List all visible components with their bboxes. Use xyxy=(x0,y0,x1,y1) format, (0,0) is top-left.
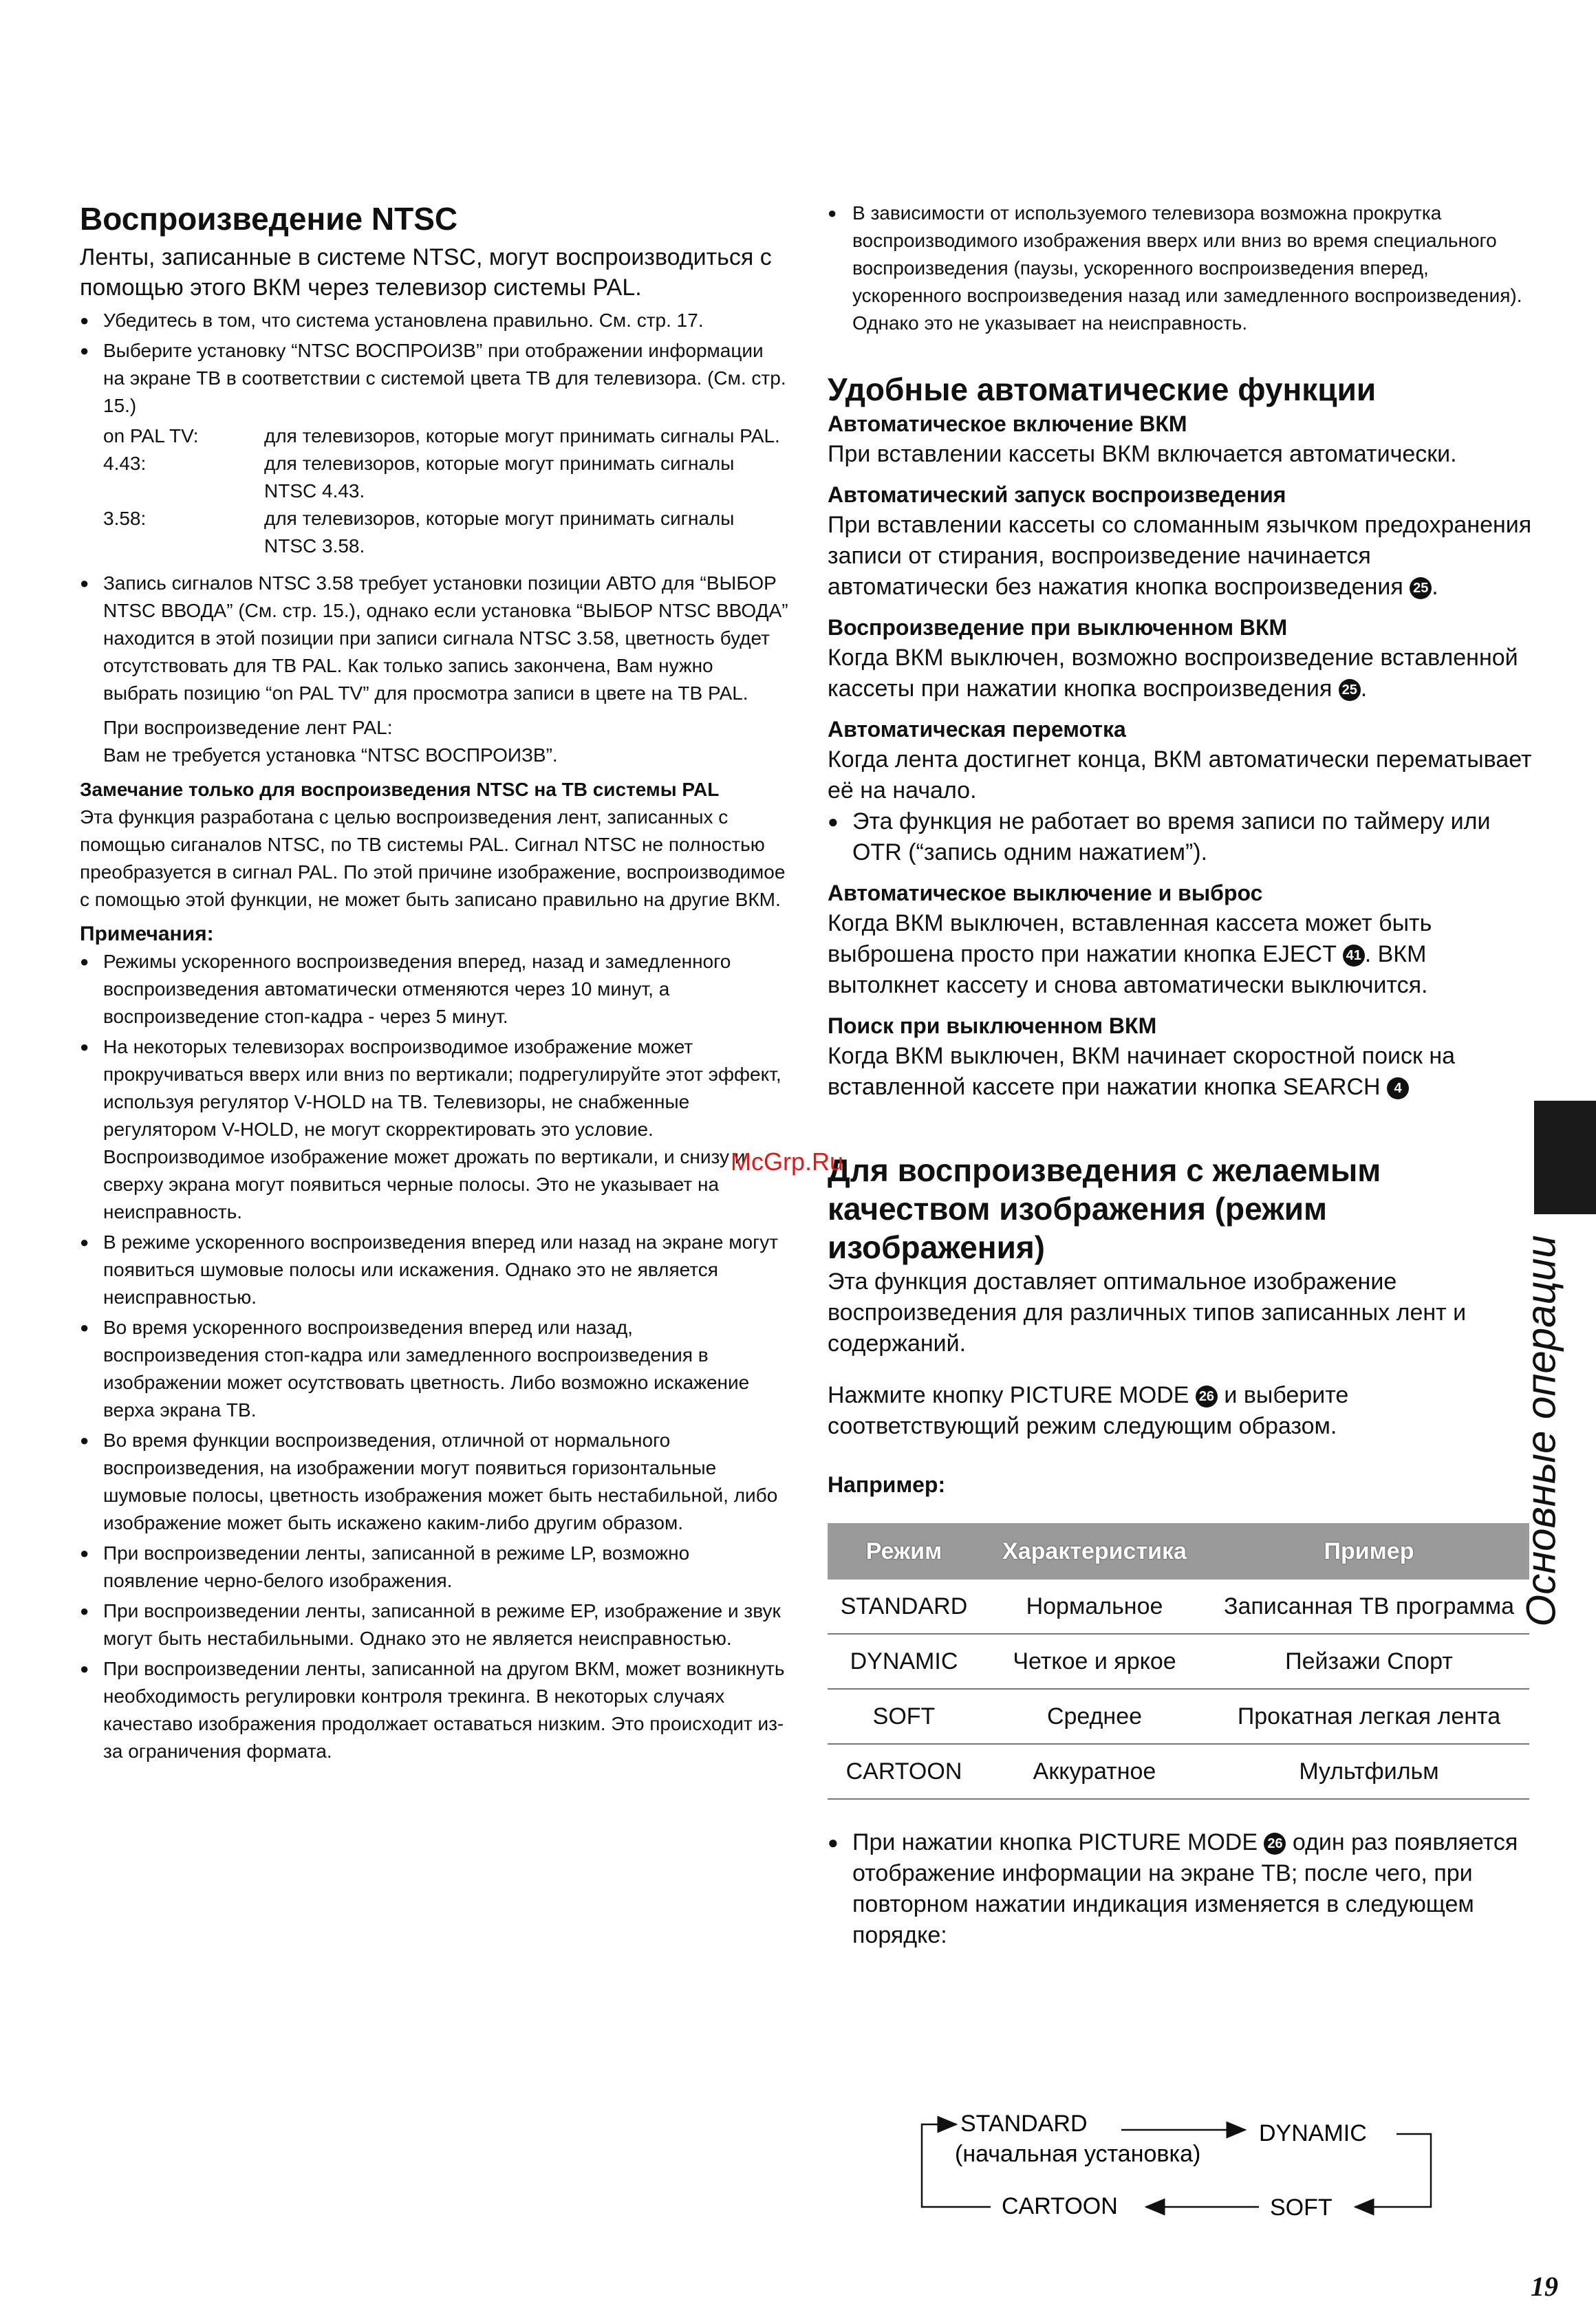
left-column xyxy=(80,200,788,1768)
tv-option: on PAL TV: для телевизоров, которые могут принимать сигналы PAL. xyxy=(103,425,780,446)
cycle-cartoon: CARTOON xyxy=(1002,2193,1118,2219)
auto-eject-title: Автоматическое выключение и выброс xyxy=(828,881,1263,905)
tv-options xyxy=(80,422,788,560)
off-search-title: Поиск при выключенном ВКМ xyxy=(828,1013,1157,1038)
table-row xyxy=(828,1744,1529,1799)
cycle-initial: (начальная установка) xyxy=(955,2141,1201,2167)
table-cell: Мультфильм xyxy=(1209,1744,1529,1799)
example-label: Например: xyxy=(828,1472,946,1497)
ntsc-bullet-3: ● Запись сигналов NTSC 3.58 требует установки позиции АВТО для “ВЫБОР NTSC ВВОДА” (См. стр. 15.), однако если установка “ВЫБОР NTSC ВВОДА” находится в этой позиции при записи сигнала NTSC 3.58, цветность будет отсутствовать для ТВ PAL. Как только запись закончена, Вам нужно выбрать позицию “on PAL TV” для просмотра записи в цвете на ТВ PAL. xyxy=(80,570,788,707)
note-item: ● Во время ускоренного воспроизведения вперед или назад, воспроизведения стоп-кадра или замедленного воспроизведения в изображении может осутствовать цветность. Либо возможно искажение верха экрана ТВ. xyxy=(80,1314,788,1424)
picture-mode-title: Для воспроизведения с желаемым качеством изображения (режим изображения) xyxy=(828,1152,1381,1265)
table-cell: STANDARD xyxy=(828,1580,980,1634)
picture-mode-table xyxy=(828,1523,1529,1800)
table-cell: Среднее xyxy=(980,1689,1209,1744)
table-row xyxy=(828,1689,1529,1744)
table-row xyxy=(828,1634,1529,1689)
right-column xyxy=(828,200,1533,1951)
ntsc-bullet-2: ● Выберите установку “NTSC ВОСПРОИЗВ” при отображении информации на экране ТВ в соответствии с системой цвета ТВ для телевизора. (См. стр. 15.) xyxy=(80,337,788,420)
picture-mode-button-number: 26 xyxy=(1196,1386,1218,1408)
ntsc-title: Воспроизведение NTSC xyxy=(80,201,458,237)
picture-mode-text: Эта функция доставляет оптимальное изображение воспроизведения для различных типов записанных лент и содержаний. xyxy=(828,1269,1467,1357)
table-cell: Записанная ТВ программа xyxy=(1209,1580,1529,1634)
ntsc-lead: Ленты, записанные в системе NTSC, могут воспроизводиться с помощью этого ВКМ через телевизор системы PAL. xyxy=(80,244,772,301)
auto-rewind-title: Автоматическая перемотка xyxy=(828,717,1126,742)
ntsc-bullet-1: ● Убедитесь в том, что система установлена правильно. См. стр. 17. xyxy=(80,307,788,334)
remark-title: Замечание только для воспроизведения NTSC на ТВ системы PAL xyxy=(80,779,720,800)
section-tab-marker xyxy=(1534,1101,1596,1214)
watermark: McGrp.Ru xyxy=(731,1147,844,1176)
table-header-cell: Пример xyxy=(1209,1523,1529,1580)
table-row xyxy=(828,1580,1529,1634)
table-cell: Пейзажи Спорт xyxy=(1209,1634,1529,1689)
tv-option: 3.58: для телевизоров, которые могут принимать сигналы NTSC 3.58. xyxy=(103,508,735,557)
eject-button-number: 41 xyxy=(1343,945,1365,967)
cycle-standard: STANDARD xyxy=(960,2111,1088,2137)
table-cell: Четкое и яркое xyxy=(980,1634,1209,1689)
table-header-cell: Характеристика xyxy=(980,1523,1209,1580)
off-play-title: Воспроизведение при выключенном ВКМ xyxy=(828,615,1288,640)
auto-functions-title: Удобные автоматические функции xyxy=(828,371,1377,407)
note-item: ● В режиме ускоренного воспроизведения вперед или назад на экране могут появиться шумовые полосы или искажения. Однако это не является неисправностью. xyxy=(80,1229,788,1311)
table-cell: SOFT xyxy=(828,1689,980,1744)
play-button-number: 25 xyxy=(1339,679,1361,701)
remark-text: Эта функция разработана с целью воспроизведения лент, записанных с помощью сиганалов NTSC, по ТВ системы PAL. Сигнал NTSC не полностью преобразуется в сигнал PAL. По этой причине изображение, воспроизводимое с помощью этой функции, не может быть записано правильно на другие ВКМ. xyxy=(80,806,786,910)
note-item: ● При воспроизведении ленты, записанной на другом ВКМ, может возникнуть необходимость регулировки контроля трекинга. В некоторых случаях качеставо изображения продолжает оставаться низким. Это происходит из-за ограничения формата. xyxy=(80,1655,788,1765)
page-number: 19 xyxy=(1531,2271,1558,2302)
pal-note: При воспроизведение лент PAL: Вам не требуется установка “NTSC ВОСПРОИЗВ”. xyxy=(103,717,558,766)
table-cell: Прокатная легкая лента xyxy=(1209,1689,1529,1744)
auto-on-title: Автоматическое включение ВКМ xyxy=(828,411,1187,436)
note-item: ● При воспроизведении ленты, записанной в режиме EP, изображение и звук могут быть нестабильными. Однако это не является неисправностью. xyxy=(80,1597,788,1652)
auto-rewind-bullet: ● Эта функция не работает во время записи по таймеру или OTR (“запись одним нажатием”). xyxy=(828,806,1533,868)
scroll-note: ● В зависимости от используемого телевизора возможна прокрутка воспроизводимого изображения вверх или вниз во время специального воспроизведения (паузы, ускоренного воспроизведения вперед, ускоренного воспроизведения назад или замедленного воспроизведения). Однако это не указывает на неисправность. xyxy=(828,200,1533,337)
off-play-text: Когда ВКМ выключен, возможно воспроизведение вставленной кассеты при нажатии кнопка воспроизведения 25 . xyxy=(828,645,1518,702)
auto-play-title: Автоматический запуск воспроизведения xyxy=(828,482,1286,507)
picture-mode-press: Нажмите кнопку PICTURE MODE 26 и выберите соответствующий режим следующим образом. xyxy=(828,1382,1349,1439)
off-search-text: Когда ВКМ выключен, ВКМ начинает скоростной поиск на вставленной кассете при нажатии кнопка SEARCH 4 xyxy=(828,1043,1456,1100)
section-side-label: Основные операции xyxy=(1518,1235,1564,1627)
cycle-soft: SOFT xyxy=(1270,2195,1333,2221)
auto-rewind-text: Когда лента достигнет конца, ВКМ автоматически перематывает её на начало. xyxy=(828,746,1532,804)
auto-play-text: При вставлении кассеты со сломанным язычком предохранения записи от стирания, воспроизведение начинается автоматически без нажатия кнопка воспроизведения 25 . xyxy=(828,512,1532,600)
auto-eject-text: Когда ВКМ выключен, вставленная кассета может быть выброшена просто при нажатии кнопка EJECT 41 . ВКМ вытолкнет кассету и снова автоматически выключится. xyxy=(828,910,1432,998)
play-button-number: 25 xyxy=(1410,577,1432,599)
note-item: ● На некоторых телевизорах воспроизводимое изображение может прокручиваться вверх или вниз по вертикали; подрегулируйте этот эффект, используя регулятор V-HOLD на ТВ. Телевизоры, не снабженные регулятором V-HOLD, не могут скорректировать это условие. Воспроизводимое изображение может дрожать по вертикали, и снизу и сверху экрана могут появиться черные полосы. Это не указывает на неисправность. xyxy=(80,1033,788,1226)
notes-title: Примечания: xyxy=(80,923,214,945)
tv-option: 4.43: для телевизоров, которые могут принимать сигналы NTSC 4.43. xyxy=(103,453,735,502)
picture-mode-button-number: 26 xyxy=(1264,1833,1286,1855)
mode-cycle-diagram xyxy=(915,2105,1465,2222)
note-item: ● Режимы ускоренного воспроизведения вперед, назад и замедленного воспроизведения автоматически отменяются через 10 минут, а воспроизведение стоп-кадра - через 5 минут. xyxy=(80,948,788,1031)
note-item: ● Во время функции воспроизведения, отличной от нормального воспроизведения, на изображении могут появиться горизонтальные шумовые полосы, цветность изображения может быть нестабильной, либо изображение может быть искажено каким-либо другим образом. xyxy=(80,1427,788,1537)
search-button-number: 4 xyxy=(1387,1077,1409,1099)
table-header-cell: Режим xyxy=(828,1523,980,1580)
table-cell: Нормальное xyxy=(980,1580,1209,1634)
auto-on-text: При вставлении кассеты ВКМ включается автоматически. xyxy=(828,441,1457,467)
picture-mode-bullet: ● При нажатии кнопка PICTURE MODE 26 один раз появляется отображение информации на экране ТВ; после чего, при повторном нажатии индикация изменяется в следующем порядке: xyxy=(828,1827,1533,1951)
table-header-row xyxy=(828,1523,1529,1580)
table-cell: Аккуратное xyxy=(980,1744,1209,1799)
note-item: ● При воспроизведении ленты, записанной в режиме LP, возможно появление черно-белого изображения. xyxy=(80,1540,788,1595)
table-cell: DYNAMIC xyxy=(828,1634,980,1689)
cycle-dynamic: DYNAMIC xyxy=(1259,2120,1367,2146)
table-cell: CARTOON xyxy=(828,1744,980,1799)
